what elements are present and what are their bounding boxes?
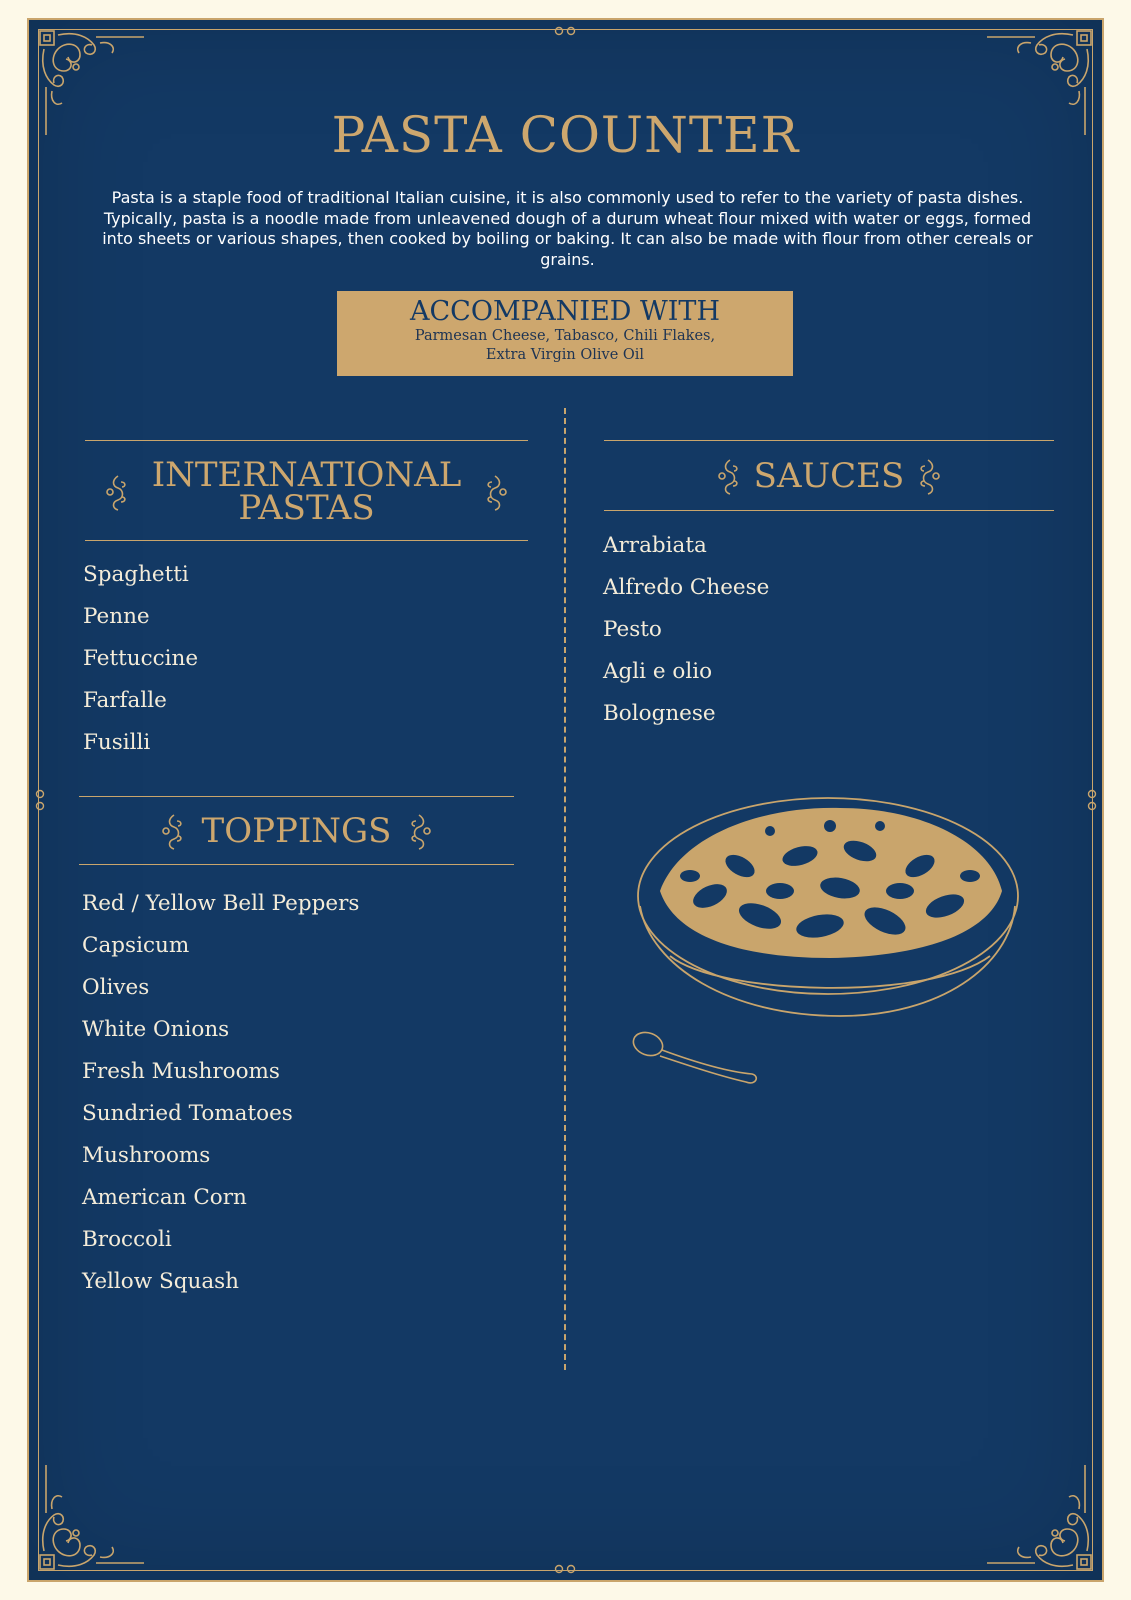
pasta-list bbox=[83, 554, 198, 764]
section-heading-pastas bbox=[85, 452, 528, 532]
flourish-icon bbox=[714, 456, 742, 496]
list-item: Capsicum bbox=[82, 933, 190, 958]
list-item: Agli e olio bbox=[603, 659, 713, 684]
border-knot-icon bbox=[548, 1564, 582, 1574]
accompaniment-box bbox=[337, 291, 793, 376]
heading-line: INTERNATIONAL bbox=[151, 455, 462, 495]
section-heading-text: TOPPINGS bbox=[201, 810, 392, 851]
border-knot-icon bbox=[548, 26, 582, 36]
list-item: Farfalle bbox=[83, 688, 167, 713]
section-rule bbox=[79, 864, 514, 865]
list-item: American Corn bbox=[82, 1185, 247, 1210]
heading-line: PASTAS bbox=[238, 488, 375, 528]
column-divider bbox=[564, 408, 566, 1370]
list-item: White Onions bbox=[82, 1017, 230, 1042]
list-item: Bolognese bbox=[603, 701, 716, 726]
list-item: Yellow Squash bbox=[82, 1269, 240, 1294]
border-knot-icon bbox=[35, 783, 45, 817]
toppings-list bbox=[82, 883, 359, 1303]
section-rule bbox=[85, 440, 528, 441]
list-item: Broccoli bbox=[82, 1227, 172, 1252]
list-item: Red / Yellow Bell Peppers bbox=[82, 891, 360, 916]
sauces-list bbox=[603, 525, 769, 735]
intro-paragraph: Pasta is a staple food of traditional Italian cuisine, it is also commonly used to refer to the variety of pasta dishes. Typically, pasta is a noodle made from unleavened dough of a durum wheat flour mixed with water or eggs, formed into sheets or various shapes, then cooked by boiling or baking. It can also be made with flour from other cereals or grains. bbox=[102, 188, 1033, 269]
list-item: Olives bbox=[82, 975, 150, 1000]
section-rule bbox=[604, 440, 1054, 441]
section-heading-text: SAUCES bbox=[753, 455, 905, 496]
list-item: Mushrooms bbox=[82, 1143, 211, 1168]
page-title: PASTA COUNTER bbox=[331, 106, 800, 164]
list-item: Spaghetti bbox=[83, 562, 189, 587]
list-item: Fusilli bbox=[83, 730, 151, 755]
section-heading-toppings bbox=[79, 810, 514, 852]
accompaniment-line: Parmesan Cheese, Tabasco, Chili Flakes, bbox=[414, 328, 716, 344]
accompaniment-title: ACCOMPANIED WITH bbox=[410, 296, 720, 327]
accompaniment-line: Extra Virgin Olive Oil bbox=[485, 347, 645, 363]
ornate-corner-icon bbox=[985, 1463, 1095, 1573]
list-item: Fettuccine bbox=[83, 646, 199, 671]
border-knot-icon bbox=[1087, 783, 1097, 817]
ornate-corner-icon bbox=[36, 1463, 146, 1573]
list-item: Pesto bbox=[603, 617, 662, 642]
flourish-icon bbox=[407, 811, 435, 851]
list-item: Arrabiata bbox=[603, 533, 707, 558]
section-heading-text bbox=[151, 455, 462, 528]
pasta-bowl-illustration bbox=[630, 796, 1025, 1106]
flourish-icon bbox=[102, 472, 130, 512]
flourish-icon bbox=[158, 811, 186, 851]
section-rule bbox=[85, 540, 528, 541]
list-item: Fresh Mushrooms bbox=[82, 1059, 280, 1084]
flourish-icon bbox=[916, 456, 944, 496]
section-rule bbox=[604, 510, 1054, 511]
section-heading-sauces bbox=[604, 455, 1054, 497]
list-item: Penne bbox=[83, 604, 150, 629]
list-item: Alfredo Cheese bbox=[603, 575, 770, 600]
section-rule bbox=[79, 796, 514, 797]
list-item: Sundried Tomatoes bbox=[82, 1101, 293, 1126]
flourish-icon bbox=[483, 472, 511, 512]
